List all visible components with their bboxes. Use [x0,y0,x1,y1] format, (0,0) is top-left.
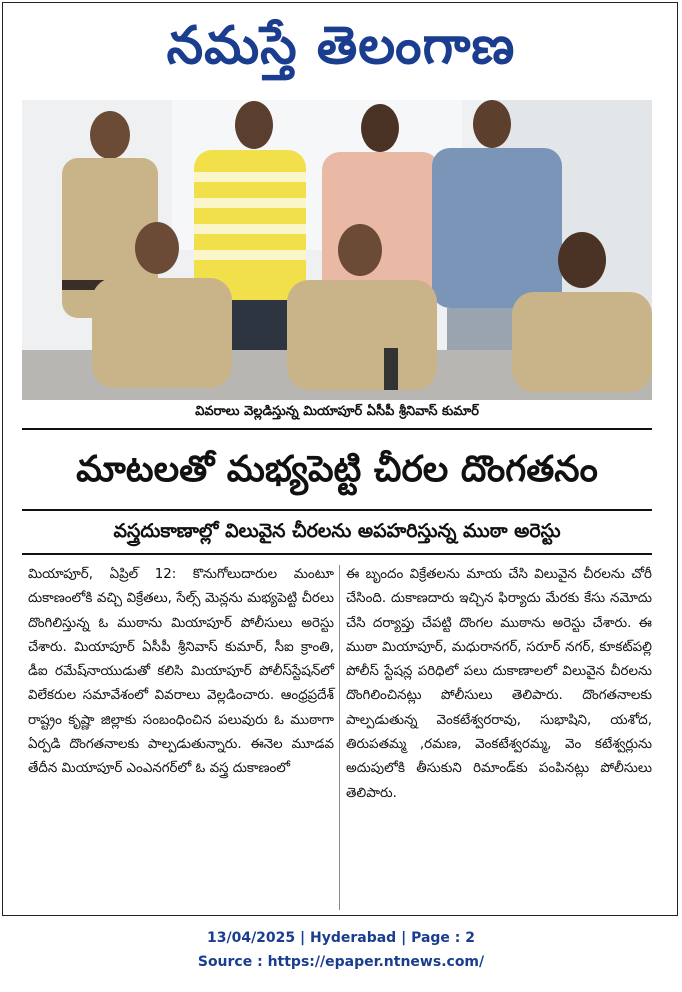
footer-date-line: 13/04/2025 | Hyderabad | Page : 2 [206,930,476,946]
column-right-text: ఈ బృందం విక్రేతలను మాయ చేసి విలువైన చీరలను చోరీ చేసింది. దుకాణదారు ఇచ్చిన ఫిర్యాదు మేరకు కేసు నమోదు చేసి దర్యాప్తు చేపట్టి దొంగల ముఠాను అరెస్టు చేశారు. ఈ ముఠా మియాపూర్, మధురానగర్, సరూర్‌ నగర్, కూకట్‌పల్లి పోలీస్ స్టేషన్ల పరిధిలో పలు దుకాణాలలో విలువైన చీరలను దొంగిలించినట్లు పోలీసులు తెలిపారు. దొంగతనాలకు పాల్పడుతున్న వెంకటేశ్వరరావు, సుభాషిని, యశోద, తిరుపతమ్మ ,రమణ, వెంకటేశ్వరమ్మ, వెం కటేశ్వర్లును అదుపులోకి తీసుకుని రిమాండ్‌కు పంపినట్లు పోలీసులు తెలిపారు. [346,567,652,801]
photo-caption: వివరాలు వెల్లడిస్తున్న మియాపూర్ ఏసీపీ శ్రీనివాస్ కుమార్ [195,404,479,419]
footer-source-line: Source : https://epaper.ntnews.com/ [197,954,485,970]
subheadline-bottom-rule [22,553,652,555]
article-column-left [28,563,334,782]
column-divider [339,565,340,910]
photo-illustration [22,100,652,400]
article-headline: మాటలతో మభ్యపెట్టి చీరల దొంగతనం [76,449,598,490]
news-photo [22,100,652,400]
column-left-text: మియాపూర్, ఏప్రిల్ 12: కొనుగోలుదారుల మంటూ దుకాణంలోకి వచ్చి విక్రేతలు, సేల్స్ మెన్లను మభ్యపెట్టి చీరలు దొంగిలిస్తున్న ఓ ముఠాను మియాపూర్ పోలీసులు అరెస్టు చేశారు. మియాపూర్ ఏసీపీ శ్రీనివాస్ కుమార్, సీఐ క్రాంతి, డీఐ రమేష్‌నాయుడుతో కలిసి మియాపూర్ పోలీస్‌స్టేషన్‌లో విలేకరుల సమావేశంలో వివరాలు వెల్లడించారు. ఆంధ్రప్రదేశ్ రాష్ట్రం కృష్ణా జిల్లాకు సంబంధించిన పలువురు ఓ ముఠాగా ఏర్పడి దొంగతనాలకు పాల్పడుతున్నారు. ఈనెల మూడవ తేదీన మియాపూర్ ఎంఎనగర్‌లో ఓ వస్త్ర దుకాణంలో [28,567,334,777]
newspaper-masthead: నమస్తే తెలంగాణ [166,16,516,76]
subheadline-box [22,510,652,552]
article-subheadline: వస్త్రదుకాణాల్లో విలువైన చీరలను అపహరిస్తున్న ముఠా అరెస్టు [22,514,652,548]
article-column-right [346,563,652,806]
